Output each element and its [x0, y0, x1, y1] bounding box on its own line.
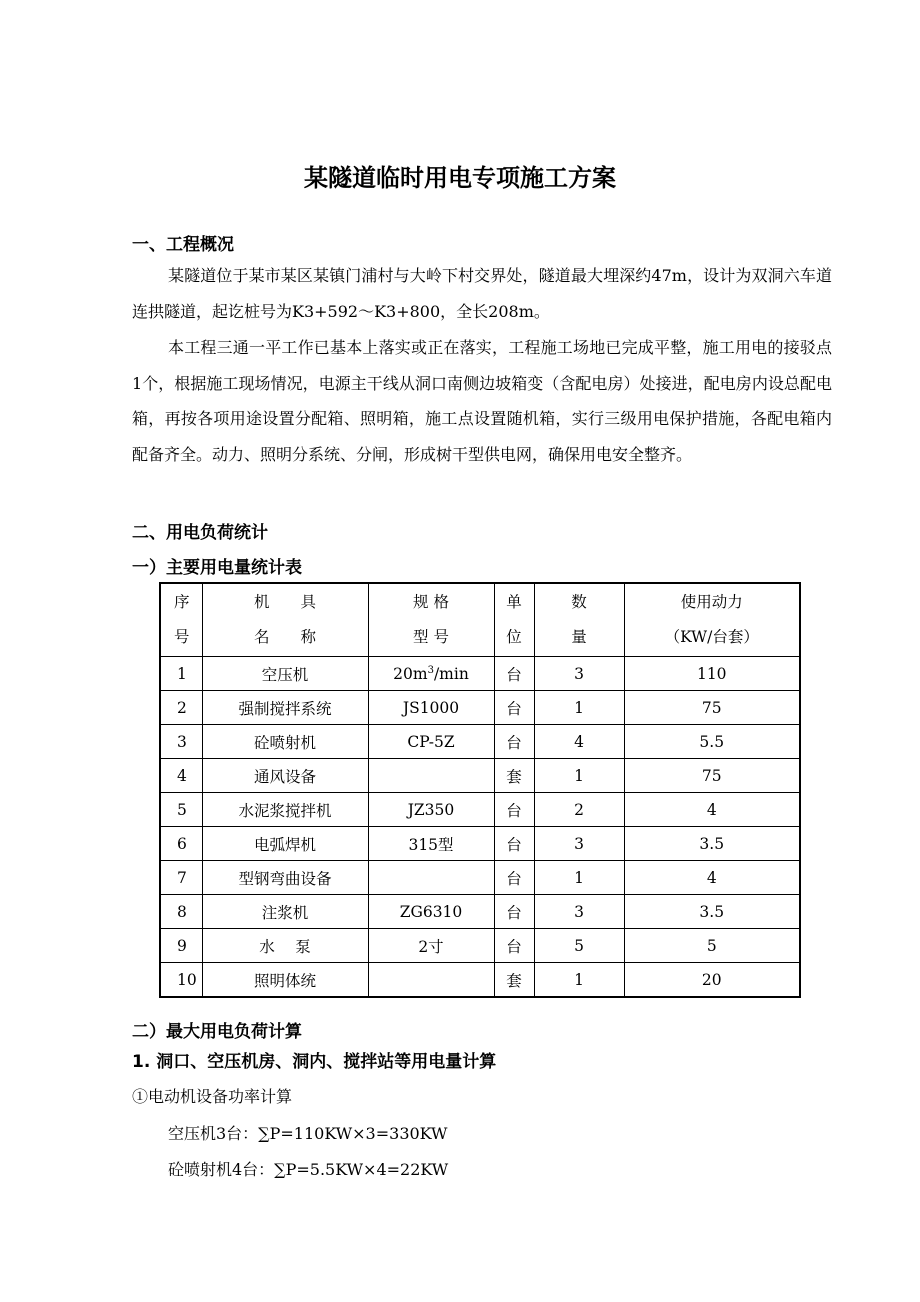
table-row [160, 963, 800, 998]
cell-model: $20m^3/\min$ [368, 657, 494, 691]
cell-unit: 台 [494, 895, 534, 929]
cell-seq: 3 [160, 725, 202, 759]
cell-seq: 8 [160, 895, 202, 929]
table-row [160, 861, 800, 895]
cell-unit: 台 [494, 827, 534, 861]
cell-qty: 2 [534, 793, 624, 827]
table-row [160, 793, 800, 827]
cell-power: 3.5 [624, 827, 800, 861]
cell-seq: 1 [160, 657, 202, 691]
cell-qty: 3 [534, 657, 624, 691]
cell-unit: 套 [494, 963, 534, 998]
cell-model: CP-5Z [368, 725, 494, 759]
cell-power: 75 [624, 759, 800, 793]
cell-power: 20 [624, 963, 800, 998]
subheading-table: 一）主要用电量统计表 [132, 558, 302, 578]
cell-name: 通风设备 [202, 759, 368, 793]
table-row [160, 929, 800, 963]
cell-seq: 2 [160, 691, 202, 725]
cell-unit: 台 [494, 725, 534, 759]
calc-line: 砼喷射机4台：∑P=5.5KW×4=22KW [168, 1160, 449, 1179]
power-usage-table [159, 582, 801, 998]
cell-seq: 6 [160, 827, 202, 861]
header-name: 机 具 名 称 [202, 583, 368, 657]
cell-seq: 7 [160, 861, 202, 895]
cell-name: 砼喷射机 [202, 725, 368, 759]
subheading-calc-area: 1. 洞口、空压机房、洞内、搅拌站等用电量计算 [132, 1052, 497, 1072]
cell-seq: 5 [160, 793, 202, 827]
cell-model [368, 963, 494, 998]
cell-seq: 10 [160, 963, 202, 998]
overview-paragraph-2: 本工程三通一平工作已基本上落实或正在落实，工程施工场地已完成平整，施工用电的接驳点1个，根据施工现场情况，电源主干线从洞口南侧边坡箱变（含配电房）处接进，配电房内设总配电箱，再按各项用途设置分配箱、照明箱，施工点设置随机箱，实行三级用电保护措施，各配电箱内配备齐全。动力、照明分系统、分闸，形成树干型供电网，确保用电安全整齐。 [132, 338, 832, 464]
cell-seq: 4 [160, 759, 202, 793]
section-heading-load: 二、用电负荷统计 [132, 523, 268, 543]
cell-seq: 9 [160, 929, 202, 963]
calc-heading: ①电动机设备功率计算 [132, 1087, 293, 1106]
cell-qty: 4 [534, 725, 624, 759]
table-row [160, 895, 800, 929]
table-row [160, 657, 800, 691]
cell-unit: 台 [494, 691, 534, 725]
cell-power: 110 [624, 657, 800, 691]
cell-model [368, 861, 494, 895]
cell-power: 5 [624, 929, 800, 963]
table-row [160, 827, 800, 861]
header-seq: 序 号 [160, 583, 202, 657]
cell-model: JZ350 [368, 793, 494, 827]
table-row [160, 691, 800, 725]
cell-name: 水 泵 [202, 929, 368, 963]
cell-qty: 5 [534, 929, 624, 963]
cell-name: 照明体统 [202, 963, 368, 998]
cell-model: JS1000 [368, 691, 494, 725]
table-row [160, 725, 800, 759]
cell-name: 型钢弯曲设备 [202, 861, 368, 895]
section-heading-overview: 一、工程概况 [132, 235, 234, 255]
cell-unit: 台 [494, 657, 534, 691]
cell-name: 水泥浆搅拌机 [202, 793, 368, 827]
cell-name: 空压机 [202, 657, 368, 691]
overview-paragraph-1: 某隧道位于某市某区某镇门浦村与大岭下村交界处，隧道最大埋深约47m，设计为双洞六车道连拱隧道，起讫桩号为K3+592～K3+800，全长208m。 [132, 266, 832, 321]
header-model: 规 格 型 号 [368, 583, 494, 657]
cell-power: 4 [624, 793, 800, 827]
cell-qty: 1 [534, 759, 624, 793]
cell-model: 2寸 [368, 929, 494, 963]
header-qty: 数 量 [534, 583, 624, 657]
cell-power: 3.5 [624, 895, 800, 929]
cell-power: 4 [624, 861, 800, 895]
cell-model: ZG6310 [368, 895, 494, 929]
cell-unit: 台 [494, 929, 534, 963]
cell-unit: 台 [494, 793, 534, 827]
cell-qty: 1 [534, 963, 624, 998]
page-title: 某隧道临时用电专项施工方案 [304, 164, 616, 192]
cell-qty: 1 [534, 861, 624, 895]
cell-name: 注浆机 [202, 895, 368, 929]
cell-qty: 3 [534, 827, 624, 861]
cell-model: 315型 [368, 827, 494, 861]
cell-name: 电弧焊机 [202, 827, 368, 861]
cell-unit: 套 [494, 759, 534, 793]
cell-model [368, 759, 494, 793]
header-unit: 单 位 [494, 583, 534, 657]
header-power: 使用动力 （KW/台套） [624, 583, 800, 657]
cell-qty: 1 [534, 691, 624, 725]
cell-power: 75 [624, 691, 800, 725]
cell-unit: 台 [494, 861, 534, 895]
calc-line: 空压机3台：∑P=110KW×3=330KW [168, 1124, 448, 1143]
table-row [160, 759, 800, 793]
cell-power: 5.5 [624, 725, 800, 759]
subheading-max-load: 二）最大用电负荷计算 [132, 1022, 302, 1042]
cell-qty: 3 [534, 895, 624, 929]
cell-name: 强制搅拌系统 [202, 691, 368, 725]
table-header-row [160, 583, 800, 657]
